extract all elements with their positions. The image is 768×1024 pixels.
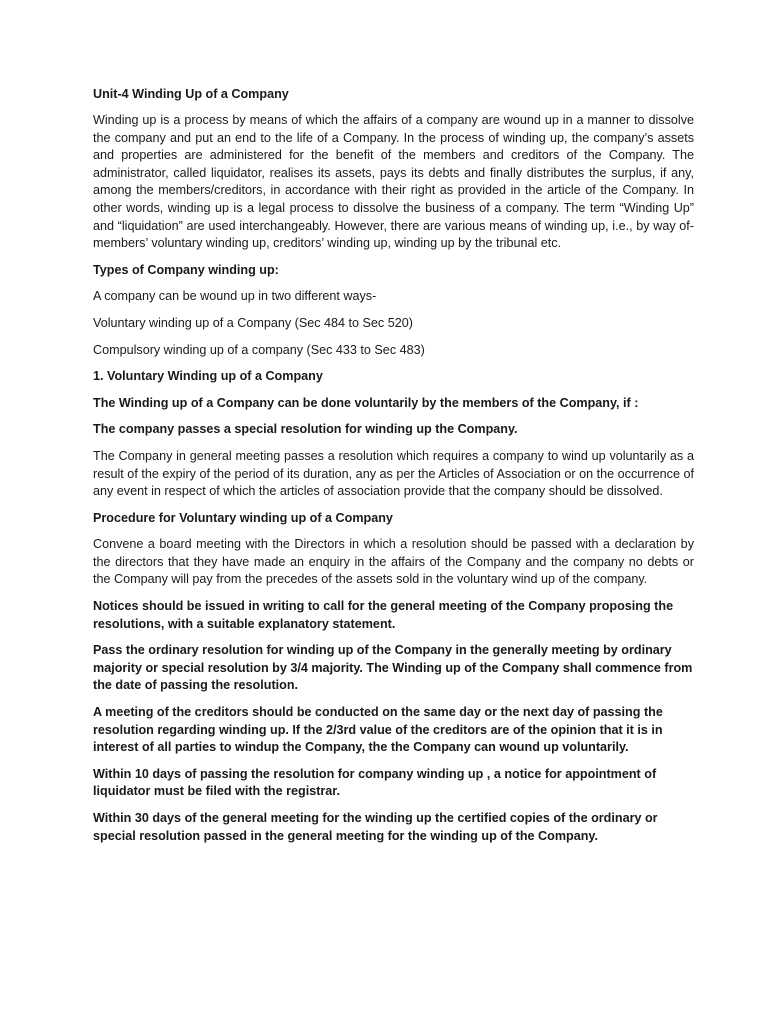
types-heading: Types of Company winding up: (93, 262, 279, 277)
procedure-ordinary-resolution: Pass the ordinary resolution for winding up of the Company in the generally meeting by ordinary majority or special resolution by 3/4 majority. The Winding up of the Company shall commence from the date of passing the resolution. (93, 643, 693, 693)
procedure-10-days: Within 10 days of passing the resolution for company winding up , a notice for appointment of liquidator must be filed with the registrar. (93, 766, 657, 799)
intro-paragraph: Winding up is a process by means of which the affairs of a company are wound up in a manner to dissolve the company and put an end to the life of a Company. In the process of winding up, the company’s assets and properties are administered for the benefit of the members and creditors of the Company. The administrator, called liquidator, realises its assets, pays its debts and finally distributes the surplus, if any, among the members/creditors, in accordance with their right as provided in the article of the Company. In other words, winding up is a legal process to dissolve the business of a company. The term “Winding Up” and “liquidation” are used interchangeably. However, there are various means of winding up, i.e., by way of- members’ voluntary winding up, creditors’ winding up, winding up by the tribunal etc. (93, 113, 694, 251)
type-compulsory: Compulsory winding up of a company (Sec 433 to Sec 483) (93, 342, 425, 357)
section1-special-resolution: The company passes a special resolution for winding up the Company. (93, 422, 518, 437)
procedure-notices: Notices should be issued in writing to call for the general meeting of the Company proposing the resolutions, with a suitable explanatory statement. (93, 599, 674, 631)
procedure-heading: Procedure for Voluntary winding up of a Company (93, 510, 393, 525)
procedure-creditors-meeting: A meeting of the creditors should be conducted on the same day or the next day of passing the resolution regarding winding up. If the 2/3rd value of the creditors are of the opinion that it is in interest of all parties to windup the Company, the the Company can wound up voluntarily. (93, 705, 663, 755)
section1-heading: 1. Voluntary Winding up of a Company (93, 369, 323, 384)
types-intro: A company can be wound up in two different ways- (93, 289, 377, 304)
type-voluntary: Voluntary winding up of a Company (Sec 484 to Sec 520) (93, 315, 413, 330)
document-title: Unit-4 Winding Up of a Company (93, 87, 289, 101)
section1-general-meeting: The Company in general meeting passes a resolution which requires a company to wind up voluntarily as a result of the expiry of the period of its duration, any as per the Articles of Association or on the occurrence of any event in respect of which the articles of association provide that the company should be dissolved. (93, 448, 694, 499)
procedure-board-meeting: Convene a board meeting with the Directors in which a resolution should be passed with a declaration by the directors that they have made an enquiry in the affairs of the Company and the company no debts or the Company will pay from the precedes of the assets sold in the voluntary wind up of the company. (93, 537, 694, 587)
section1-condition: The Winding up of a Company can be done voluntarily by the members of the Company, if : (93, 395, 639, 410)
procedure-30-days: Within 30 days of the general meeting for the winding up the certified copies of the ordinary or special resolution passed in the general meeting for the winding up of the Company. (93, 811, 658, 843)
